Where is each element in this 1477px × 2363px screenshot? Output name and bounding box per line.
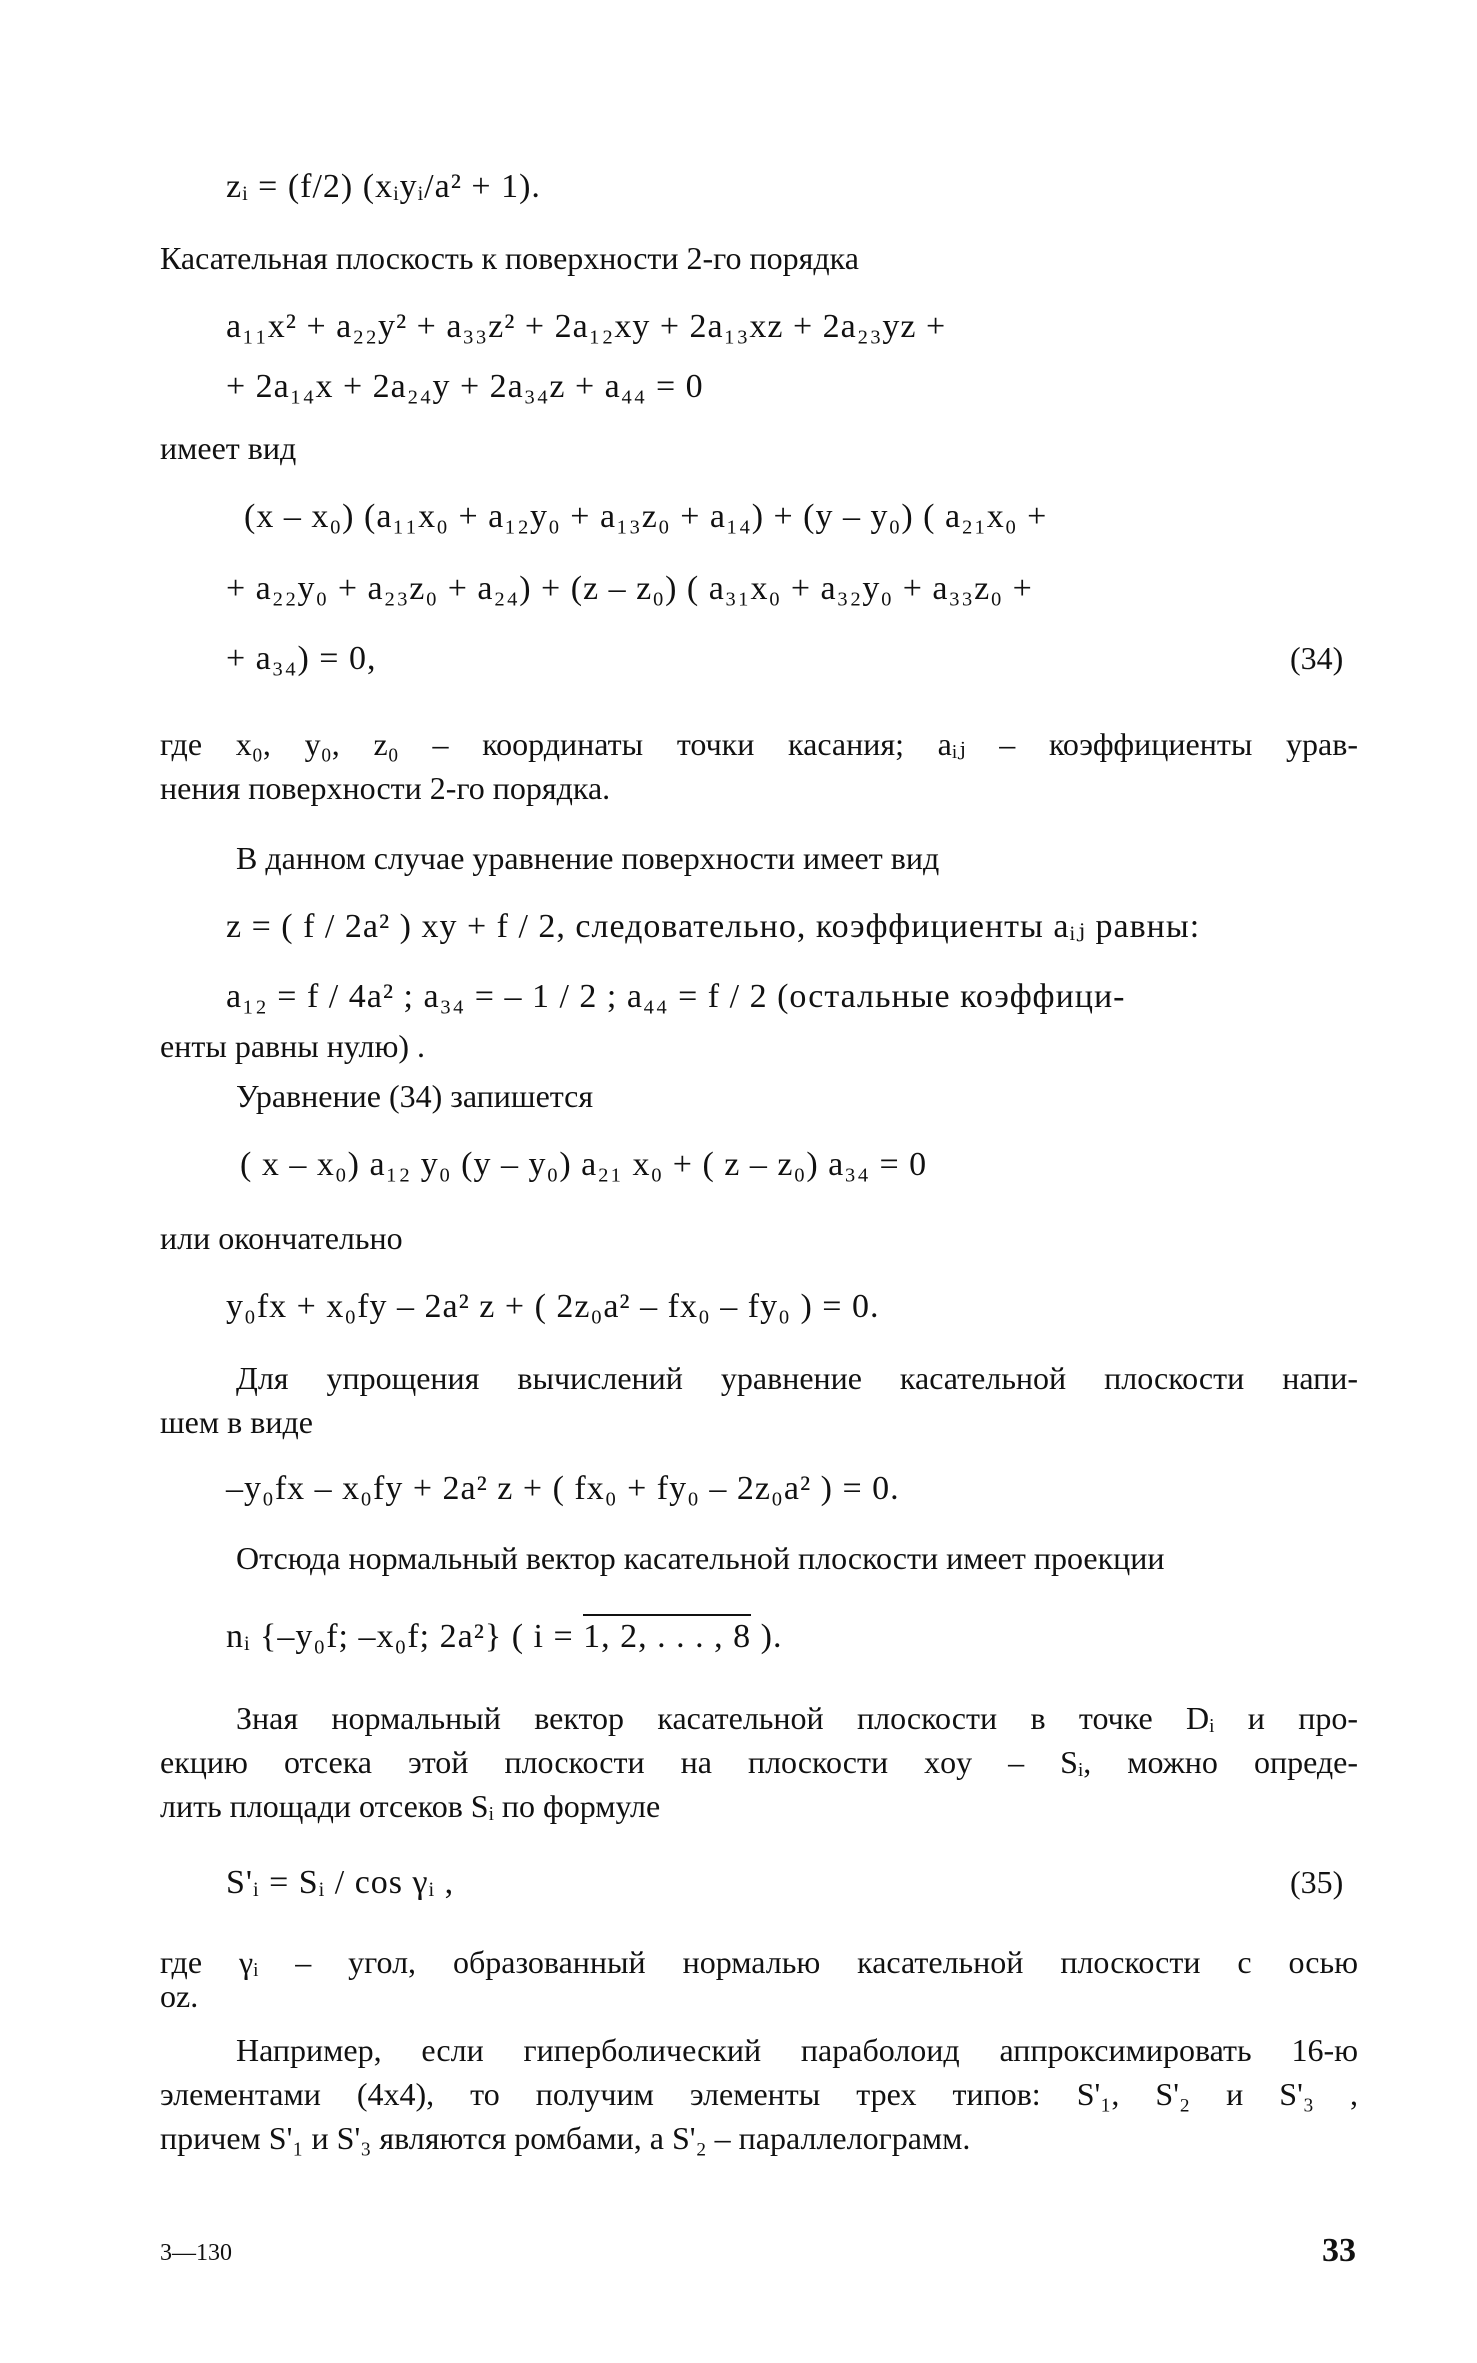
coefficients-line: a₁₂ = f / 4a² ; a₃₄ = – 1 / 2 ; a₄₄ = f / 2 (остальные коэффици-: [226, 978, 1126, 1015]
paragraph-line: енты равны нулю) .: [160, 1028, 425, 1064]
paragraph-line: Отсюда нормальный вектор касательной плоскости имеет проекции: [236, 1540, 1165, 1576]
paragraph-line: или окончательно: [160, 1220, 403, 1256]
area-formula: S'ᵢ = Sᵢ / cos γᵢ ,: [226, 1864, 455, 1901]
surface-equation: z = ( f / 2a² ) xy + f / 2, следовательно, коэффициенты aᵢⱼ равны:: [226, 908, 1201, 945]
normal-vector-equation: [226, 1620, 783, 1654]
paragraph-line: имеет вид: [160, 430, 297, 466]
paragraph-line: Уравнение (34) запишется: [236, 1078, 594, 1114]
paragraph-line: oz.: [160, 1978, 199, 2014]
paragraph-line: нения поверхности 2-го порядка.: [160, 770, 611, 806]
equation-number-35: (35): [1290, 1864, 1344, 1900]
paragraph-line: элементами (4x4), то получим элементы трех типов: S'₁, S'₂ и S'₃ ,: [160, 2076, 1358, 2112]
final-equation: y₀fx + x₀fy – 2a² z + ( 2z₀a² – fx₀ – fy₀ ) = 0.: [226, 1288, 880, 1325]
normal-vector-text: nᵢ {–y₀f; –x₀f; 2a²} ( i =: [226, 1618, 584, 1655]
quadric-equation-line-1: a₁₁x² + a₂₂y² + a₃₃z² + 2a₁₂xy + 2a₁₃xz + 2a₂₃yz +: [226, 308, 947, 345]
printing-code: 3—130: [160, 2240, 232, 2266]
index-range-overline: 1, 2, . . . , 8: [583, 1614, 751, 1655]
paragraph-line: екцию отсека этой плоскости на плоскости xoy – Sᵢ, можно опреде-: [160, 1744, 1358, 1780]
simplified-equation: –y₀fx – x₀fy + 2a² z + ( fx₀ + fy₀ – 2z₀a² ) = 0.: [226, 1470, 900, 1507]
paragraph-line: Зная нормальный вектор касательной плоскости в точке Dᵢ и про-: [236, 1700, 1358, 1736]
equation-zi: zᵢ = (f/2) (xᵢyᵢ/a² + 1).: [226, 168, 541, 205]
equation-number-34: (34): [1290, 640, 1344, 676]
tangent-plane-equation-line-2: + a₂₂y₀ + a₂₃z₀ + a₂₄) + (z – z₀) ( a₃₁x₀ + a₃₂y₀ + a₃₃z₀ +: [226, 570, 1033, 607]
paragraph-line: где x₀, y₀, z₀ – координаты точки касания; aᵢⱼ – коэффициенты урав-: [160, 726, 1358, 762]
paragraph-line: Касательная плоскость к поверхности 2-го порядка: [160, 240, 859, 276]
paragraph-line: В данном случае уравнение поверхности имеет вид: [236, 840, 940, 876]
paragraph-line: лить площади отсеков Sᵢ по формуле: [160, 1788, 661, 1824]
paragraph-line: шем в виде: [160, 1404, 313, 1440]
paragraph-line: Для упрощения вычислений уравнение касательной плоскости напи-: [236, 1360, 1358, 1396]
paragraph-line: причем S'₁ и S'₃ являются ромбами, а S'₂ – параллелограмм.: [160, 2120, 971, 2156]
tangent-plane-equation-line-1: (x – x₀) (a₁₁x₀ + a₁₂y₀ + a₁₃z₀ + a₁₄) + (y – y₀) ( a₂₁x₀ +: [244, 498, 1048, 535]
paragraph-line: где γᵢ – угол, образованный нормалью касательной плоскости с осью: [160, 1944, 1358, 1980]
equation-34-rewritten: ( x – x₀) a₁₂ y₀ (y – y₀) a₂₁ x₀ + ( z – z₀) a₃₄ = 0: [240, 1146, 928, 1183]
quadric-equation-line-2: + 2a₁₄x + 2a₂₄y + 2a₃₄z + a₄₄ = 0: [226, 368, 704, 405]
paragraph-line: Например, если гиперболический параболоид аппроксимировать 16-ю: [236, 2032, 1358, 2068]
normal-vector-text-end: ).: [751, 1618, 783, 1655]
tangent-plane-equation-line-3: + a₃₄) = 0,: [226, 640, 377, 677]
page-number: 33: [1322, 2232, 1356, 2269]
